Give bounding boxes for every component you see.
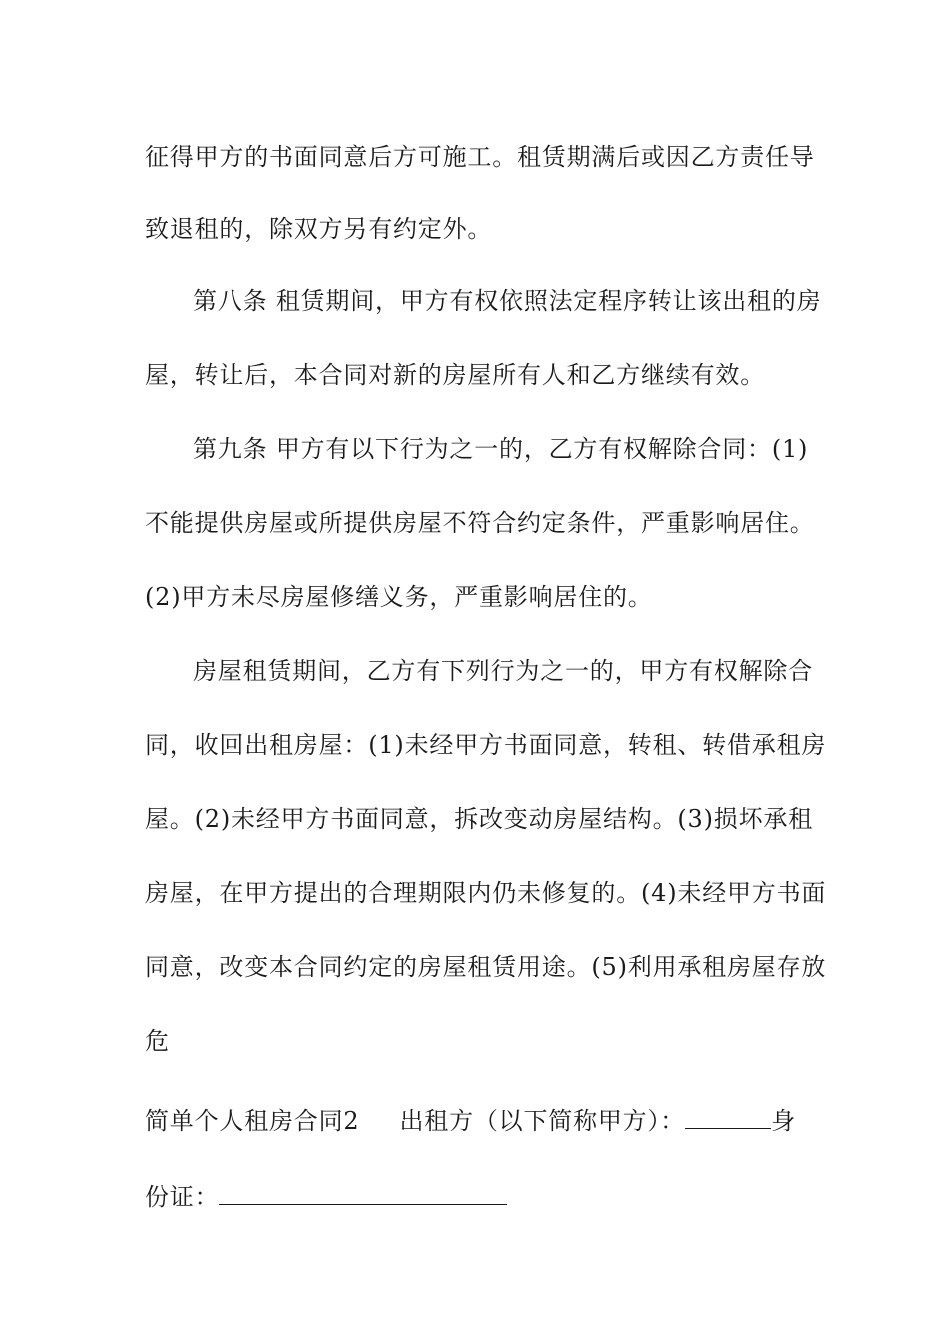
text-line: 危 [145,1027,170,1055]
lessor-label: 出租方（以下简称甲方）： [399,1107,686,1135]
lessor-name-blank[interactable] [685,1106,771,1129]
id-card-blank[interactable] [219,1182,507,1205]
contract-title-line [145,1106,810,1136]
contract-title: 简单个人租房合同2 [145,1107,360,1135]
text-line: 屋。(2)未经甲方书面同意，拆改变动房屋结构。(3)损坏承租 [145,805,813,833]
article-8-line: 第八条 租赁期间，甲方有权依照法定程序转让该出租的房 [193,287,822,315]
text-line: 同意，改变本合同约定的房屋租赁用途。(5)利用承租房屋存放 [145,953,827,981]
text-line: 同，收回出租房屋：(1)未经甲方书面同意，转租、转借承租房 [145,731,827,759]
text-line: (2)甲方未尽房屋修缮义务，严重影响居住的。 [145,583,653,611]
text-line: 致退租的，除双方另有约定外。 [145,215,493,243]
text-line: 不能提供房屋或所提供房屋不符合约定条件，严重影响居住。 [145,509,815,537]
text-line: 房屋，在甲方提出的合理期限内仍未修复的。(4)未经甲方书面 [145,879,827,907]
text-line: 征得甲方的书面同意后方可施工。租赁期满后或因乙方责任导 [145,143,815,171]
id-card-label: 份证： [145,1183,220,1211]
text-line: 屋，转让后，本合同对新的房屋所有人和乙方继续有效。 [145,361,765,389]
article-9-line: 第九条 甲方有以下行为之一的，乙方有权解除合同：(1) [193,435,809,463]
paragraph-start-line: 房屋租赁期间，乙方有下列行为之一的，甲方有权解除合 [193,657,813,685]
lessor-suffix: 身 [771,1107,796,1135]
id-card-line [145,1182,810,1212]
